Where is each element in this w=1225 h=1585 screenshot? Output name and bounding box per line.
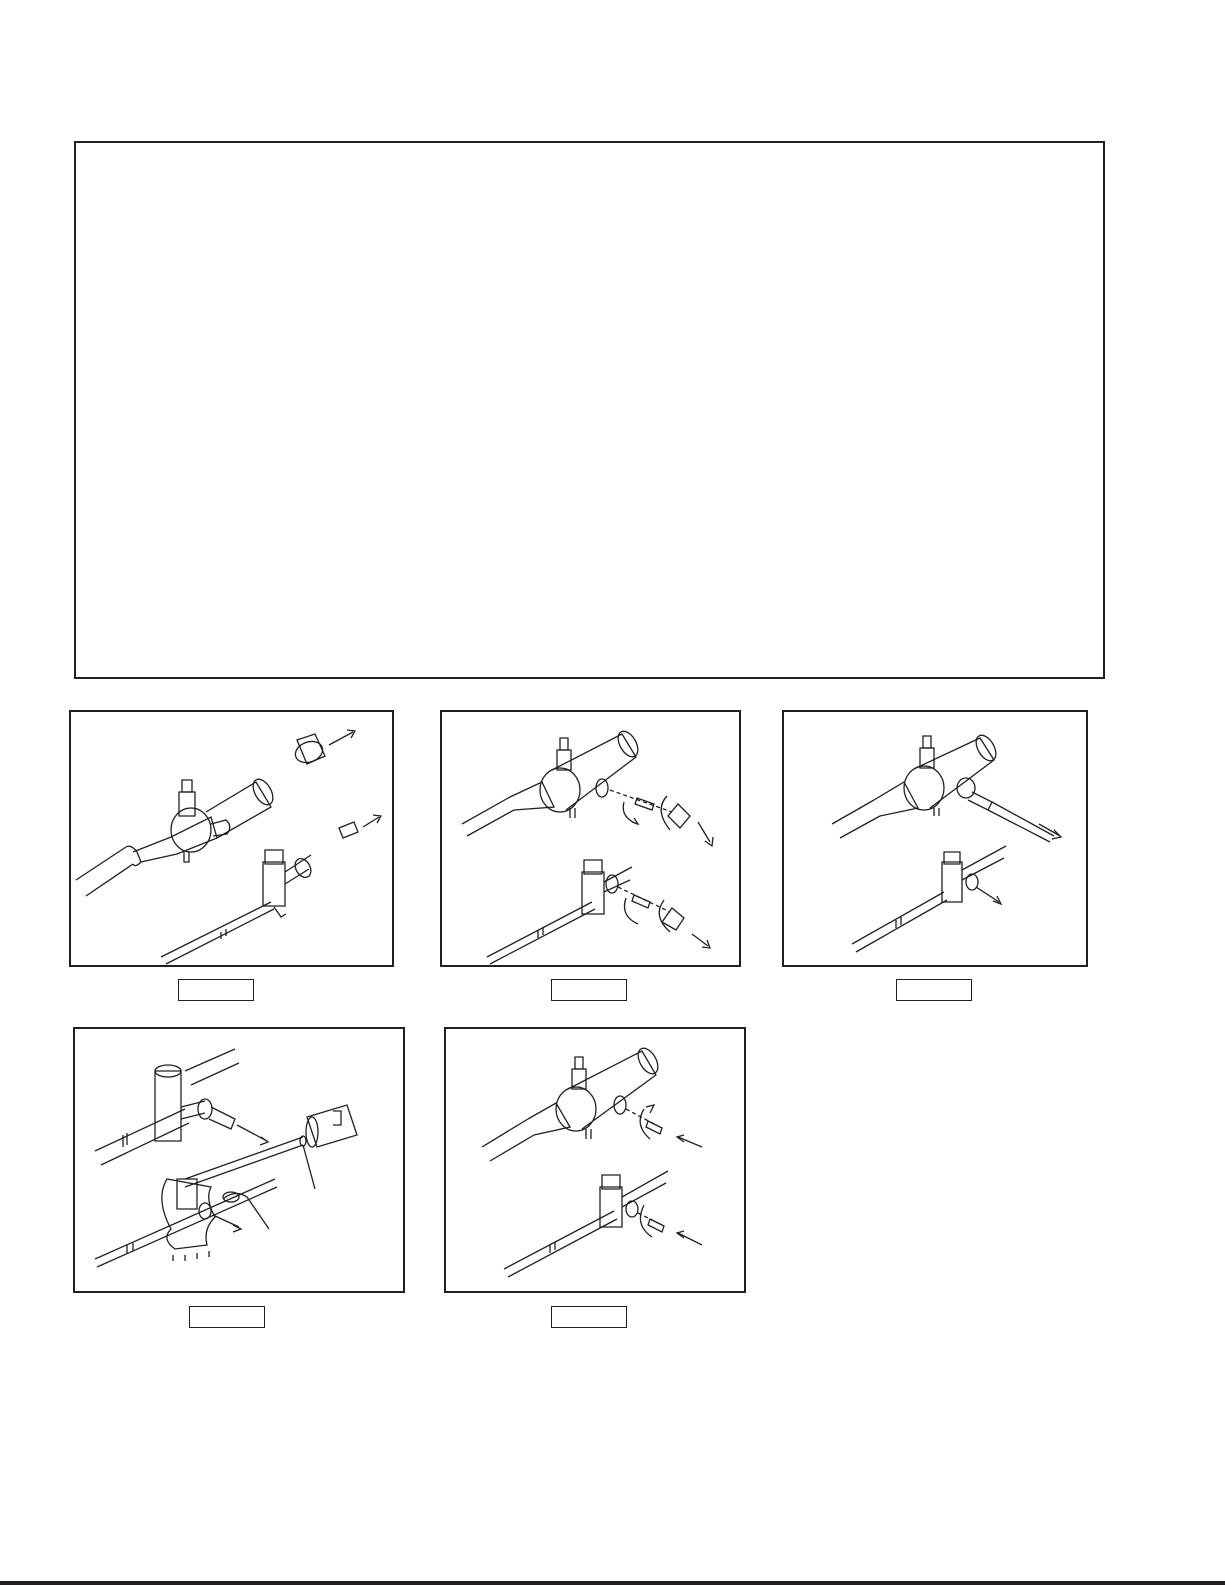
figure-5-valve-core-reinstall bbox=[444, 1027, 746, 1293]
figure-3-label bbox=[896, 979, 972, 1001]
valve-core-removal-illustration bbox=[442, 712, 743, 969]
figure-5-label bbox=[551, 1306, 627, 1328]
figure-4-brazing bbox=[73, 1027, 405, 1293]
figure-2-valve-core-removal bbox=[440, 710, 741, 967]
figure-1-label bbox=[178, 979, 254, 1001]
instruction-panel bbox=[74, 141, 1105, 679]
figure-1-valve-cap-removal bbox=[69, 710, 394, 967]
figure-2-label bbox=[551, 979, 627, 1001]
brazing-filter-drier-illustration bbox=[75, 1029, 407, 1295]
figure-4-label bbox=[189, 1306, 265, 1328]
figure-3-hose-connection bbox=[782, 710, 1088, 967]
hose-connection-illustration bbox=[784, 712, 1090, 969]
valve-core-reinstall-illustration bbox=[446, 1029, 748, 1295]
footer-rule bbox=[0, 1581, 1225, 1585]
service-valve-cap-removal-illustration bbox=[71, 712, 396, 969]
